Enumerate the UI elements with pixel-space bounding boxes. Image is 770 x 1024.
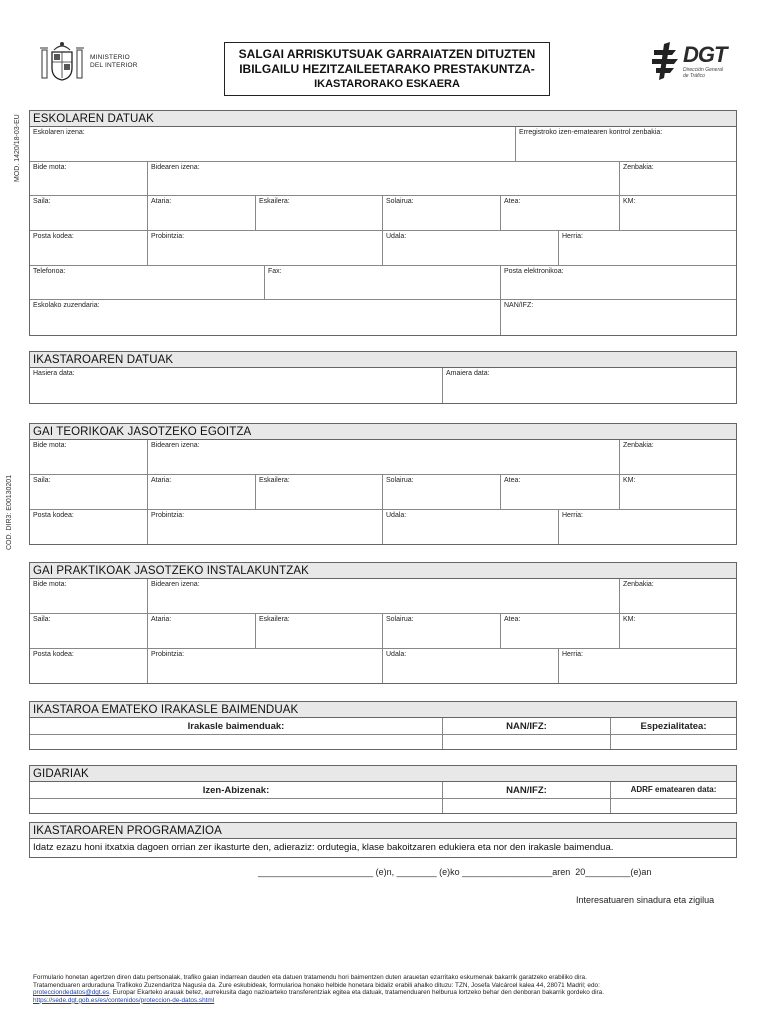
end-date-field[interactable] [443, 368, 736, 403]
table-header-row [30, 718, 736, 735]
town-field[interactable] [559, 231, 736, 265]
field-label: Zenbakia: [623, 581, 654, 588]
section-title: GIDARIAK [30, 766, 736, 782]
dgt-logo-subtitle [683, 67, 723, 79]
field-label: Amaiera data: [446, 370, 490, 377]
number-field[interactable] [620, 579, 736, 613]
signature-label: Interesatuaren sinadura eta zigilua [576, 895, 715, 905]
staircase-field[interactable] [256, 475, 383, 509]
field-label: Telefonoa: [33, 268, 66, 275]
section-field[interactable] [30, 196, 148, 230]
field-label: Udala: [386, 512, 407, 519]
form-row [30, 440, 736, 475]
road-type-field[interactable] [30, 162, 148, 195]
coat-of-arms-icon [38, 40, 86, 84]
road-type-field[interactable] [30, 579, 148, 613]
field-label: Atea: [504, 616, 521, 623]
field-label: Solairua: [386, 477, 414, 484]
phone-field[interactable] [30, 266, 265, 299]
driver-id-input[interactable] [443, 799, 611, 813]
field-label: Ataria: [151, 198, 172, 205]
town-field[interactable] [559, 510, 736, 544]
field-label: Atea: [504, 477, 521, 484]
data-protection-footer [33, 974, 737, 1004]
table-row [30, 735, 736, 749]
field-label: Bide mota: [33, 581, 67, 588]
section-school-data [29, 110, 737, 336]
field-label: Posta elektronikoa: [504, 268, 564, 275]
field-label: Bidearen izena: [151, 442, 200, 449]
field-label: Udala: [386, 233, 407, 240]
field-label: Posta kodea: [33, 512, 74, 519]
column-header-id: NAN/IFZ: [443, 782, 611, 798]
column-header-full-name: Izen-Abizenak: [30, 782, 443, 798]
form-row [30, 475, 736, 510]
province-field[interactable] [148, 510, 383, 544]
field-label: KM: [623, 616, 636, 623]
km-field[interactable] [620, 196, 736, 230]
field-label: Bidearen izena: [151, 581, 200, 588]
logo-sub-line-1: Dirección General [683, 67, 724, 73]
section-practice-facilities [29, 562, 737, 684]
form-row [30, 300, 736, 335]
field-label: Atea: [504, 198, 521, 205]
programme-instructions: Idatz ezazu honi itxatxia dagoen orrian zer ikasturte den, adieraziz: ordutegia, klase bakoitzaren edukiera eta nor den irakasle baimendua. [33, 842, 614, 853]
field-label: Saila: [33, 198, 51, 205]
section-title: IKASTAROAREN PROGRAMAZIOA [30, 823, 736, 839]
column-header-id: NAN/IFZ: [443, 718, 611, 734]
town-field[interactable] [559, 649, 736, 683]
title-line-1: SALGAI ARRISKUTSUAK GARRAIATZEN DITUZTEN [238, 47, 536, 61]
doorway-field[interactable] [148, 614, 256, 648]
form-row [30, 196, 736, 231]
province-field[interactable] [148, 231, 383, 265]
field-label: Solairua: [386, 616, 414, 623]
municipality-field[interactable] [383, 649, 559, 683]
field-label: Eskolaren izena: [33, 129, 85, 136]
title-line-2: IBILGAILU HEZITZAILEETARAKO PRESTAKUNTZA- [239, 62, 535, 76]
door-field[interactable] [501, 475, 620, 509]
province-field[interactable] [148, 649, 383, 683]
footer-line-3 [33, 989, 737, 997]
floor-field[interactable] [383, 196, 501, 230]
section-drivers [29, 765, 737, 814]
floor-field[interactable] [383, 475, 501, 509]
footer-line-1: Formulario honetan agertzen diren datu pertsonalak, trafiko gaian indarrean dauden eta datuen tratamendu hori baimentzen duten arauetan ezarritako eskumenak bakarrik garatzeko erabiliko dira. [33, 974, 587, 981]
form-row [30, 266, 736, 300]
school-name-field[interactable] [30, 127, 516, 161]
section-title: GAI PRAKTIKOAK JASOTZEKO INSTALAKUNTZAK [30, 563, 736, 579]
number-field[interactable] [620, 162, 736, 195]
section-theory-venue [29, 423, 737, 545]
field-label: Hasiera data: [33, 370, 75, 377]
column-header-specialty: Espezialitatea: [640, 721, 707, 732]
field-label: Eskailera: [259, 477, 290, 484]
ministry-line-2: DEL INTERIOR [90, 61, 138, 69]
field-label: Zenbakia: [623, 442, 654, 449]
fax-field[interactable] [265, 266, 501, 299]
field-label: Saila: [33, 477, 51, 484]
door-field[interactable] [501, 196, 620, 230]
field-label: Probintzia: [151, 233, 185, 240]
section-title: ESKOLAREN DATUAK [30, 111, 736, 127]
field-label: Probintzia: [151, 651, 185, 658]
field-label: Udala: [386, 651, 407, 658]
start-date-field[interactable] [30, 368, 443, 403]
field-label: NAN/IFZ: [504, 302, 534, 309]
field-label: Solairua: [386, 198, 414, 205]
school-director-field[interactable] [30, 300, 501, 335]
field-label: Posta kodea: [33, 651, 74, 658]
logo-sub-line-2: de Tráfico [683, 73, 705, 79]
table-header-row [30, 782, 736, 799]
title-line-3: IKASTARORAKO ESKAERA [314, 78, 460, 90]
form-row [30, 649, 736, 683]
field-label: Saila: [33, 616, 51, 623]
field-label: Zenbakia: [623, 164, 654, 171]
section-title: IKASTAROA EMATEKO IRAKASLE BAIMENDUAK [30, 702, 736, 718]
ministry-name [90, 54, 138, 69]
field-label: Herria: [562, 233, 584, 240]
field-label: Bidearen izena: [151, 164, 200, 171]
field-label: KM: [623, 477, 636, 484]
ministry-line-1: MINISTERIO [90, 54, 130, 61]
teacher-id-input[interactable] [443, 735, 611, 749]
road-name-field[interactable] [148, 162, 620, 195]
staircase-field[interactable] [256, 614, 383, 648]
field-label: Herria: [562, 512, 584, 519]
municipality-field[interactable] [383, 510, 559, 544]
director-id-field[interactable] [501, 300, 736, 335]
km-field[interactable] [620, 614, 736, 648]
dir3-code-label: COD. DIR3: E00130201 [6, 474, 13, 550]
dgt-logo-text: DGT [683, 42, 727, 67]
column-header-adrf-date: ADRF ematearen data: [630, 785, 717, 794]
field-label: Bide mota: [33, 164, 67, 171]
section-title: IKASTAROAREN DATUAK [30, 352, 736, 368]
field-label: Erregistroko izen-ematearen kontrol zenbakia: [519, 129, 663, 136]
door-field[interactable] [501, 614, 620, 648]
form-row [30, 510, 736, 544]
doorway-field[interactable] [148, 475, 256, 509]
email-field[interactable] [501, 266, 736, 299]
driver-adrf-date-input[interactable] [611, 799, 736, 813]
form-row [30, 614, 736, 649]
footer-line-3-text: . Europar Ekarteko arauak betez, aurrekusita dago nazioarteko transferentziak egitea eta datuak, tratamenduaren helburua lortzeko behar den denboran bakarrik gordeko dira. [109, 989, 604, 997]
section-field[interactable] [30, 614, 148, 648]
floor-field[interactable] [383, 614, 501, 648]
field-label: Ataria: [151, 616, 172, 623]
section-authorized-teachers [29, 701, 737, 750]
postal-code-field[interactable] [30, 510, 148, 544]
municipality-field[interactable] [383, 231, 559, 265]
field-label: Fax: [268, 268, 282, 275]
road-type-field[interactable] [30, 440, 148, 474]
form-row [30, 579, 736, 614]
registration-number-field[interactable] [516, 127, 736, 161]
postal-code-field[interactable] [30, 649, 148, 683]
section-course-data [29, 351, 737, 404]
field-label: Ataria: [151, 477, 172, 484]
footer-line-2: Tratamenduaren arduraduna Trafikoko Zuzendaritza Nagusia da. Zure eskubideak, formularioa honako helbide honetara bidaliz erabili ahalko dituzu: TZN, Josefa Valcárcel kalea 44, 28071 Madril; edo: [33, 981, 600, 989]
section-field[interactable] [30, 475, 148, 509]
teacher-name-input[interactable] [30, 735, 443, 749]
driver-name-input[interactable] [30, 799, 443, 813]
form-row [30, 162, 736, 196]
staircase-field[interactable] [256, 196, 383, 230]
field-label: Herria: [562, 651, 584, 658]
column-header-teachers: Irakasle baimenduak: [30, 718, 443, 734]
teacher-specialty-input[interactable] [611, 735, 736, 749]
field-label: Posta kodea: [33, 233, 74, 240]
form-row [30, 127, 736, 162]
field-label: Bide mota: [33, 442, 67, 449]
field-label: Eskolako zuzendaria: [33, 302, 100, 309]
section-course-programme [29, 822, 737, 858]
road-name-field[interactable] [148, 440, 620, 474]
form-row [30, 231, 736, 266]
mod-code-label: MOD. 1420/18-03-EU [14, 114, 21, 182]
postal-code-field[interactable] [30, 231, 148, 265]
form-row [30, 368, 736, 403]
field-label: Eskailera: [259, 616, 290, 623]
doorway-field[interactable] [148, 196, 256, 230]
number-field[interactable] [620, 440, 736, 474]
field-label: KM: [623, 198, 636, 205]
field-label: Eskailera: [259, 198, 290, 205]
field-label: Probintzia: [151, 512, 185, 519]
place-date-line[interactable]: _______________________ (e)n, ________ (e)ko __________________aren 20_________(e)an [258, 867, 652, 877]
privacy-policy-link[interactable]: https://sede.dgt.gob.es/es/contenidos/proteccion-de-datos.shtml [33, 996, 215, 1004]
km-field[interactable] [620, 475, 736, 509]
section-title: GAI TEORIKOAK JASOTZEKO EGOITZA [30, 424, 736, 440]
form-title [224, 42, 550, 96]
road-name-field[interactable] [148, 579, 620, 613]
dpo-email-link[interactable]: protecciondedatos@dgt.es [33, 989, 110, 997]
table-row [30, 799, 736, 813]
